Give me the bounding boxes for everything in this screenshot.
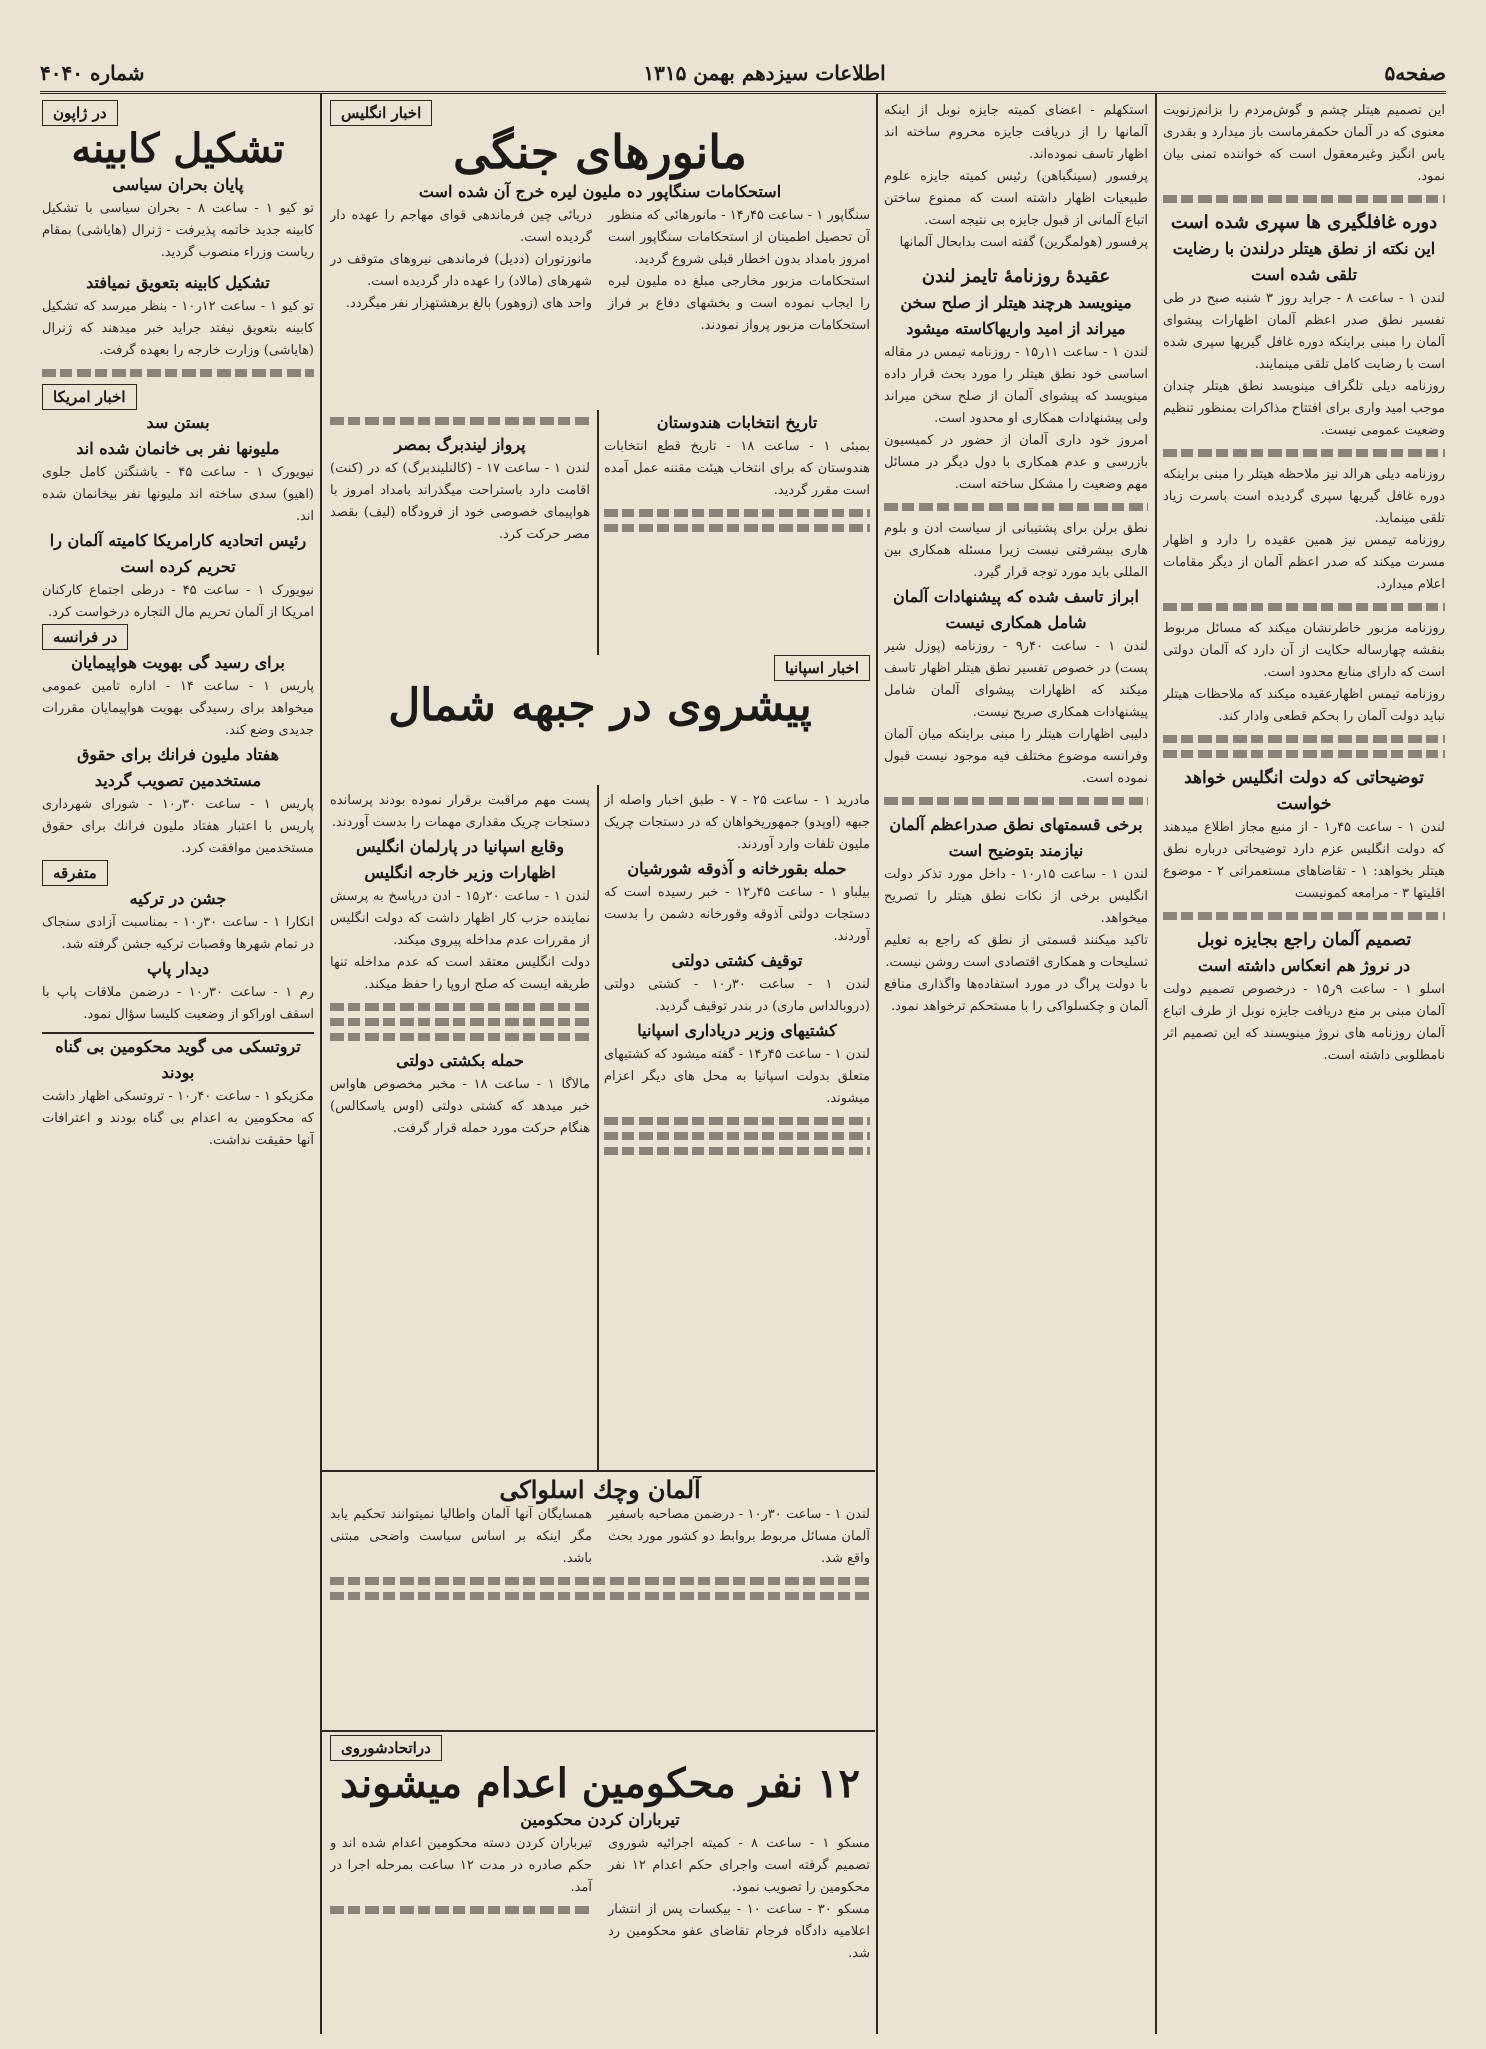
column-rule [876,94,878,2034]
column-4 [42,100,314,2030]
article-subheadline: مینویسد هرچند هیتلر از صلح سخن میراند از امید واریهاکاسته میشود [900,293,1132,338]
article-headline: مانورهای جنگی [453,125,747,179]
article-headline: دیدار پاپ [146,959,210,978]
text-lines [604,509,870,517]
section-label: اخبار امریکا [42,384,137,410]
section-rule [322,1730,875,1732]
article-subheadline: پایان بحران سیاسی [112,175,244,194]
article-headline: کشتیهای وزیر دریاداری اسپانیا [637,1021,837,1040]
section-rule [322,1470,875,1472]
text-lines [1163,912,1445,920]
ussr-article [330,1735,870,2030]
article-headline: تروتسکی می گوید محکومین بی گناه بودند [42,1032,314,1086]
article-text: پاریس ۱ - ساعت ۱۴ - اداره تامین عمومی میخواهد برای رسیدگی بهویت هواپیمایان مقررات جدیدی وضع کند. [42,679,314,738]
section-label: متفرقه [42,860,108,886]
article-text: روزنامه دیلی تلگراف مینویسد نطق هیتلر چندان موجب امید واری برای افتتاح مذاکرات بمنظور تنظیم وضعیت عمومی نیست. [1163,379,1445,438]
text-lines [330,1577,870,1585]
article-text: لندن ۱ - ساعت ۴۰ر۹ - روزنامه (پوزل شیر پست) در خصوص تفسیر نطق هیتلر اظهار تاسف میکند که اظهارات پیشوای آلمان شامل پیشنهادات همکاری صریح نیست. [884,639,1148,720]
column-rule [1155,94,1157,2034]
article-text: سنگاپور ۱ - ساعت ۴۵ر۱۴ - مانورهائی که منظور آن تحصیل اطمینان از استحکامات سنگاپور است امروز بامداد بدون اخطار قبلی شروع گردید. [608,207,870,267]
column-3-sub-left [330,410,590,650]
article-headline: حمله بکشتی دولتی [396,1051,524,1070]
article-headline: تصمیم آلمان راجع بجایزه نوبل [1196,930,1412,950]
section-label: در ژاپون [42,100,118,126]
article-text: با دولت پراگ در مورد استفاده‌ها واگذاری منافع آلمان و چکسلواکی را با مستحکم ترخواهد نمود. [884,977,1148,1014]
article-text: استکهلم - اعضای کمیته جایزه نوبل از اینکه آلمانها را از دریافت جایزه محروم ساخته اند اظهار تاسف نموده‌اند. [884,103,1148,162]
column-rule [320,94,322,2034]
article-text: لندن ۱ - ساعت ۴۵ر۱۴ - گفته میشود که کشتیهای متعلق بدولت اسپانیا به محل های دیگر اعزام میشوند. [604,1047,870,1106]
article-subheadline: در نروژ هم انعکاس داشته است [1197,956,1411,975]
article-text: مانوزتوران (ددیل) فرماندهی نیروهای متوقف در شهرهای (مالاد) را عهده دار گردیده است. [330,251,592,289]
text-lines [1163,195,1445,203]
article-text: مالاگا ۱ - ساعت ۱۸ - مخبر مخصوص هاواس خبر میدهد که کشتی دولتی (اوس یاسکالس) هنگام حرکت مورد حمله قرار گرفت. [330,1077,590,1136]
article-text: لندن ۱ - ساعت ۸ - جراید روز ۳ شنبه صبح در طی تفسیر نطق صدر اعظم آلمان اظهارات پیشوای آلمان را مبنی براینکه دوره غافل گیریها سپری شده است با رضایت کامل تلقی مینمایند. [1163,291,1445,372]
text-lines [1163,735,1445,743]
article-text: انکارا ۱ - ساعت ۳۰ر۱۰ - بمناسبت آزادی سنجاک در تمام شهرها وقصبات ترکیه جشن گرفته شد. [42,915,314,952]
text-lines [604,1117,870,1125]
page-number: صفحه۵ [1384,61,1446,85]
text-lines [1163,750,1445,758]
article-headline: توقیف کشتی دولتی [671,951,803,970]
article-text: دولت انگلیس معتقد است که عدم مداخله تنها طریقه ایست که صلح اروپا را حفظ میکند. [330,955,590,992]
article-text: مادرید ۱ - ساعت ۲۵ - ۷ - طبق اخبار واصله از جبهه (اوپدو) جمهوریخواهان که در دستجات چریک ملیون تلفات وارد آوردند. [604,793,870,852]
masthead-title: اطلاعات سیزدهم بهمن ۱۳۱۵ [643,61,886,85]
article-headline: برای رسید گی بهویت هواپیمایان [71,653,285,672]
text-lines [330,1592,870,1600]
article-text: نطق برلن برای پشتیبانی از سیاست ادن و بلوم هاری بیشرفتی نیست زیرا مسئله همکاری بین المللی باید مورد توجه قرار گیرد. [884,521,1148,580]
article-text: دلیبی اظهارات هیتلر را مبنی براینکه میان آلمان وفرانسه موضوع مختلف فیه موجود نیست قبول نموده است. [884,727,1148,786]
article-text: لندن ۱ - ساعت ۱۷ - (کالنلیندبرگ) که در (کنت) اقامت دارد باستراحت میگذراند بامداد امروز با هواپیمای خصوصی خود از فرودگاه (لیف) بقصد مصر حرکت کرد. [330,461,590,542]
article-text: رم ۱ - ساعت ۳۰ر۱۰ - درضمن ملاقات پاپ با اسقف اوراکو از وضعیت کلیسا سؤال نمود. [42,985,314,1022]
article-text: لندن ۱ - ساعت ۳۰ر۱۰ - کشتی دولتی (دروبالداس ماری) در بندر توقیف گردید. [604,977,870,1014]
article-subheadline: تیرباران کردن محکومین [520,1810,680,1829]
article-headline: عقیدهٔ روزنامهٔ تایمز لندن [921,266,1111,287]
article-text: مسکو ۳۰ - ساعت ۱۰ - بیکسات پس از انتشار اعلامیه دادگاه فرجام تقاضای عفو محکومین رد شد. [608,1902,870,1961]
spain-banner [330,655,870,785]
article-text: بمبئی ۱ - ساعت ۱۸ - تاریخ قطع انتخابات هندوستان که برای انتخاب هیئت مقننه عمل آمده است مقرر گردید. [604,439,870,498]
article-text: لندن ۱ - ساعت ۱۵ر۱۰ - داخل مورد تذکر دولت انگلیس برخی از نکات نطق هیتلر را تصریح میخواهد. [884,867,1148,926]
article-text: تو کیو ۱ - ساعت ۱۲ر۱۰ - بنظر میرسد که تشکیل کابینه بتعویق نیفتد جراید خبر میدهند که ژنرال (هایاشی) وزارت خارجه را بعهده گرفت. [42,299,314,358]
article-headline: دوره غافلگیری ها سپری شده است [1170,212,1438,233]
text-lines [884,797,1148,805]
article-headline: رئیس اتحادیه کارامریکا کامیته آلمان را تحریم کرده است [49,531,307,576]
column-2 [884,100,1148,1465]
masthead-bar [40,55,1446,94]
article-text: پرفسور (هولمگرین) گفته است بدابحال آلمانها [899,235,1148,250]
article-headline: تشکیل کابینه بتعویق نمیافتد [86,273,270,292]
article-headline: آلمان وچك اسلواكی [499,1476,701,1504]
article-headline: حمله بقورخانه و آذوقه شورشیان [627,859,847,878]
column-rule [597,410,599,1470]
column-3-lower-right [604,790,870,1465]
text-lines [330,417,590,425]
article-text: استحکامات مزبور مخارجی مبلغ ده ملیون لیره را ایجاب نموده است و بخشهای دفاع بر فراز استحکامات مزبور پرواز نمودند. [608,273,870,333]
text-lines [1163,449,1445,457]
article-headline: برخی قسمتهای نطق صدراعظم آلمان نیازمند بتوضیح است [889,815,1143,860]
article-headline: هفتاد ملیون فرانك برای حقوق مستخدمین تصویب گردید [76,745,280,790]
article-text: واحد های (زوهور) بالغ برهشتهزار نفر میگردد. [345,295,592,311]
column-3-top [330,100,870,405]
article-text: امروز خود داری آلمان از حضور در کمیسیون بازرسی و عدم همکاری با دول دیگر در مسائل مهم وضعیت را مشکل ساخته است. [884,433,1148,492]
section-label: در فرانسه [42,624,128,650]
article-text: تو کیو ۱ - ساعت ۸ - بحران سیاسی با تشکیل کابینه جدید خاتمه پذیرفت - ژنرال (هایاشی) بمقام ریاست وزراء منصوب گردید. [42,201,314,260]
article-text: مسکو ۱ - ساعت ۸ - کمیته اجرائیه شوروی تصمیم گرفته است واجرای حکم اعدام ۱۲ نفر محکومین را تصویب نمود. [608,1836,870,1895]
article-headline: پرواز لیندبرگ بمصر [394,435,526,454]
section-label: اخبار انگلیس [330,100,432,126]
article-text: روزنامه دیلی هرالد نیز ملاحظه هیتلر را مبنی براینکه دوره غافل گیریها سپری گردیده است باسرت زیاد تلقی مینماید. [1163,467,1445,526]
article-text: لندن ۱ - ساعت ۱۱ر۱۵ - روزنامه تیمس در مقاله اساسی خود نطق هیتلر را مورد بحث قرار داده مینویسد که پیشوای آلمان از صلح سخن میراند ولی پیشنهادات همکاری او محدود است. [884,345,1148,426]
article-text: روزنامه تیمس نیز همین عقیده را دارد و اظهار مسرت میکند که صدر اعظم آلمان از دیگر مقامات اعلام میدارد. [1163,533,1445,592]
article-text: پست مهم مراقبت برقرار نموده بودند پرسانده دستجات چریک مقداری مهمات را بدست آوردند. [330,793,590,830]
text-lines [330,1018,590,1026]
article-text: همسایگان آنها آلمان واطالیا نمیتوانند تحکیم یابد مگر اینکه بر اساس سیاست واضحی مبتنی باشد. [330,1506,592,1566]
article-headline: تاریخ انتخابات هندوستان [656,413,818,432]
article-text: روزنامه تیمس اظهارعقیده میکند که ملاحظات هیتلر نباید دولت آلمان را بحکم قطعی وادار کند. [1163,687,1445,724]
article-text: تاکید میکنند قسمتی از نطق که راجع به تعلیم تسلیحات و همکاری اقتصادی است روشن نیست. [884,933,1148,970]
text-lines [884,503,1148,511]
article-text: تیرباران کردن دسته محکومین اعدام شده اند و حکم صادره در مدت ۱۲ ساعت بمرحله اجرا در آمد. [330,1836,592,1895]
article-subheadline: استحکامات سنگاپور ده ملیون لیره خرج آن شده است [418,181,782,201]
article-text: لندن ۱ - ساعت ۴۵ر۱ - از منبع مجاز اطلاع میدهند که دولت انگلیس عزم دارد توضیحاتی درباره نطق هیتلر بخواهد: ۱ - تقاضاهای مستعمراتی ۲ - موضوع اقلیتها ۳ - مرامعه کمونیست [1163,820,1445,901]
article-headline: جشن در ترکیه [129,889,227,908]
article-text: این تصمیم هیتلر چشم و گوش‌مردم را بزانم‌زنویت معنوی که در آلمان حکمفرماست باز میدارد و بقدری یاس انگیز وغیرمعقول است که خواننده تمنی بیان نمود. [1163,103,1445,184]
text-lines [330,1906,592,1914]
article-text: اسلو ۱ - ساعت ۹ر۱۵ - درخصوص تصمیم دولت آلمان مبنی بر منع دریافت جایزه نوبل از طرف اتباع آلمان روزنامه های نروژ مینویسند که این تصمیم اثر نامطلوبی داشته است. [1163,982,1445,1063]
article-text: نیویورک ۱ - ساعت ۴۵ - درطی اجتماع کارکنان امریکا از آلمان تحریم مال التجاره درخواست کرد. [42,583,314,620]
article-headline: تشکیل کابینه [71,125,285,172]
article-text: نیویورک ۱ - ساعت ۴۵ - باشنگتن کامل جلوی (اهیو) سدی ساخته اند ملیونها نفر بیخانمان شده اند. [42,465,314,524]
article-text: لندن ۱ - ساعت ۳۰ر۱۰ - درضمن مصاحبه باسفیر آلمان مسائل مربوط بروابط دو کشور مورد بحث واقع شد. [608,1506,870,1566]
article-headline: ۱۲ نفر محکومین اعدام میشوند [340,1760,860,1807]
article-subheadline: ملیونها نفر بی خانمان شده اند [76,439,280,458]
text-lines [330,1033,590,1041]
text-lines [42,369,314,377]
article-headline: پیشروی در جبهه شمال [388,680,812,731]
article-text: بیلباو ۱ - ساعت ۴۵ر۱۲ - خبر رسیده است که دستجات دولتی آذوقه وقورخانه دشمن را بدست آوردند. [604,885,870,944]
article-headline: ابراز تاسف شده که پیشنهادات آلمان شامل همکاری نیست [893,587,1139,632]
germany-czech-article [330,1476,870,1726]
article-text: دریائی چین فرماندهی قوای مهاجم را عهده دار گردیده است. [330,207,592,245]
article-headline: بستن سد [146,413,210,432]
section-label: اخبار اسپانیا [774,655,870,681]
column-1 [1163,100,1445,2030]
article-subheadline: این نکته از نطق هیتلر درلندن با رضایت تلقی شده است [1172,239,1436,284]
article-headline: توضیحاتی که دولت انگلیس خواهد خواست [1184,768,1424,814]
text-lines [604,524,870,532]
article-text: روزنامه مزبور خاطرنشان میکند که مسائل مربوط بنقشه چهارساله حکایت از آن دارد که آلمان دولتی است که دارای منابع محدود است. [1163,621,1445,680]
issue-number: شماره ۴۰۴۰ [40,61,145,85]
column-3-sub-right [604,410,870,650]
text-lines [1163,603,1445,611]
article-text: پاریس ۱ - ساعت ۳۰ر۱۰ - شورای شهرداری پاریس با اعتبار هفتاد ملیون فرانك برای حقوق مستخدمین موافقت کرد. [42,797,314,856]
text-lines [604,1147,870,1155]
section-label: دراتحادشوروی [330,1735,442,1761]
column-3-lower-left [330,790,590,1465]
text-lines [604,1132,870,1140]
article-headline: وقایع اسپانیا در پارلمان انگلیس اظهارات وزیر خارجه انگلیس [355,837,565,882]
text-lines [330,1003,590,1011]
article-text: لندن ۱ - ساعت ۲۰ر۱۵ - ادن درپاسخ به پرسش نماینده حزب کار اظهار داشت که دولت انگلیس از مقررات عدم مداخله پیروی میکند. [330,889,590,948]
article-text: مکزیکو ۱ - ساعت ۴۰ر۱۰ - تروتسکی اظهار داشت که محکومین به اعدام بی گناه بودند و اعترافات آنها حقیقت نداشت. [42,1089,314,1148]
article-text: پرفسور (سینگباهن) رئیس کمیته جایزه علوم طبیعیات اظهار داشته است که ممنوع ساختن اتباع آلمانی از قبول جایزه بی نتیجه است. [884,169,1148,228]
